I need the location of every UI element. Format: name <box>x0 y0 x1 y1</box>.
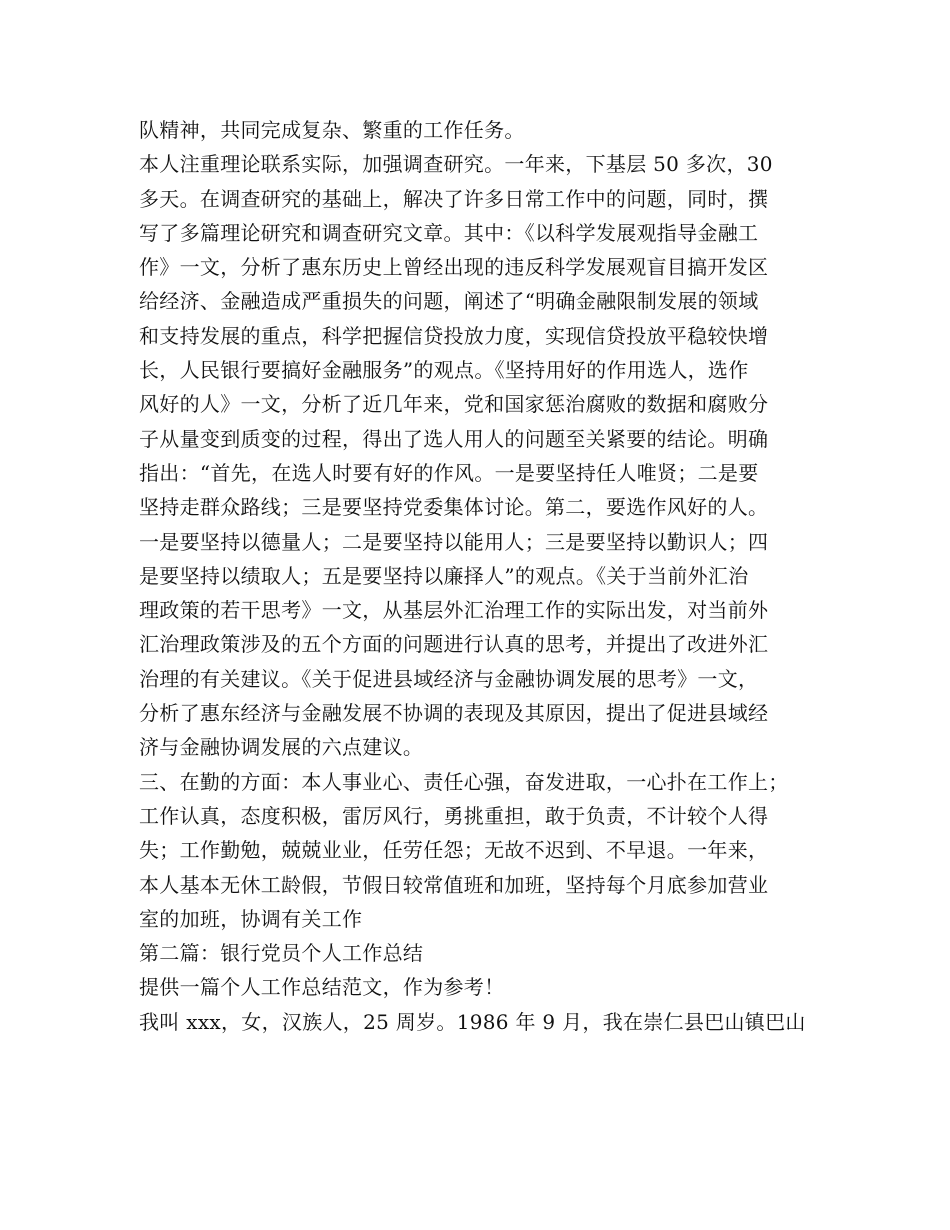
text-line: 指出：“首先，在选人时要有好的作风。一是要坚持任人唯贤；二是要 <box>139 460 759 485</box>
text-line: 失；工作勤勉，兢兢业业，任劳任怨；无故不迟到、不早退。一年来， <box>139 838 769 863</box>
text-line: 我叫 xxx，女，汉族人，25 周岁。1986 年 9 月，我在崇仁县巴山镇巴山 <box>139 1009 806 1034</box>
text-line: 坚持走群众路线；三是要坚持党委集体讨论。第二，要选作风好的人。 <box>139 495 769 520</box>
text-line: 分析了惠东经济与金融发展不协调的表现及其原因，提出了促进县域经 <box>139 701 769 726</box>
text-line: 汇治理政策涉及的五个方面的问题进行认真的思考，并提出了改进外汇 <box>139 632 769 657</box>
text-line: 本人基本无休工龄假，节假日较常值班和加班，坚持每个月底参加营业 <box>139 872 769 897</box>
text-line: 一是要坚持以德量人；二是要坚持以能用人；三是要坚持以勤识人；四 <box>139 529 769 554</box>
text-line: 给经济、金融造成严重损失的问题，阐述了“明确金融限制发展的领域 <box>139 289 759 314</box>
text-line: 队精神，共同完成复杂、繁重的工作任务。 <box>139 118 525 142</box>
text-line: 是要坚持以绩取人；五是要坚持以廉择人”的观点。《关于当前外汇治 <box>139 563 749 588</box>
text-line: 工作认真，态度积极，雷厉风行，勇挑重担，敢于负责，不计较个人得 <box>139 803 769 828</box>
text-line: 子从量变到质变的过程，得出了选人用人的问题至关紧要的结论。明确 <box>139 426 769 451</box>
text-line: 写了多篇理论研究和调查研究文章。其中：《以科学发展观指导金融工 <box>139 220 759 245</box>
text-line: 和支持发展的重点，科学把握信贷投放力度，实现信贷投放平稳较快增 <box>139 323 769 348</box>
section-heading: 第二篇：银行党员个人工作总结 <box>139 941 424 966</box>
text-line: 长，人民银行要搞好金融服务”的观点。《坚持用好的作用选人，选作 <box>139 358 749 383</box>
text-line: 三、在勤的方面：本人事业心、责任心强，奋发进取，一心扑在工作上； <box>139 769 789 794</box>
text-line: 风好的人》一文，分析了近几年来，党和国家惩治腐败的数据和腐败分 <box>139 392 769 417</box>
text-line: 治理的有关建议。《关于促进县域经济与金融协调发展的思考》一文， <box>139 666 759 691</box>
text-line: 作》一文，分析了惠东历史上曾经出现的违反科学发展观盲目搞开发区 <box>139 255 769 280</box>
text-line: 多天。在调查研究的基础上，解决了许多日常工作中的问题，同时，撰 <box>139 186 769 211</box>
text-line: 理政策的若干思考》一文，从基层外汇治理工作的实际出发，对当前外 <box>139 598 769 623</box>
body-text <box>139 113 829 1039</box>
text-line: 济与金融协调发展的六点建议。 <box>139 735 424 760</box>
text-line: 本人注重理论联系实际，加强调查研究。一年来，下基层 50 多次，30 <box>139 152 773 177</box>
text-line: 提供一篇个人工作总结范文，作为参考！ <box>139 975 505 1000</box>
text-line: 室的加班，协调有关工作 <box>139 906 363 931</box>
